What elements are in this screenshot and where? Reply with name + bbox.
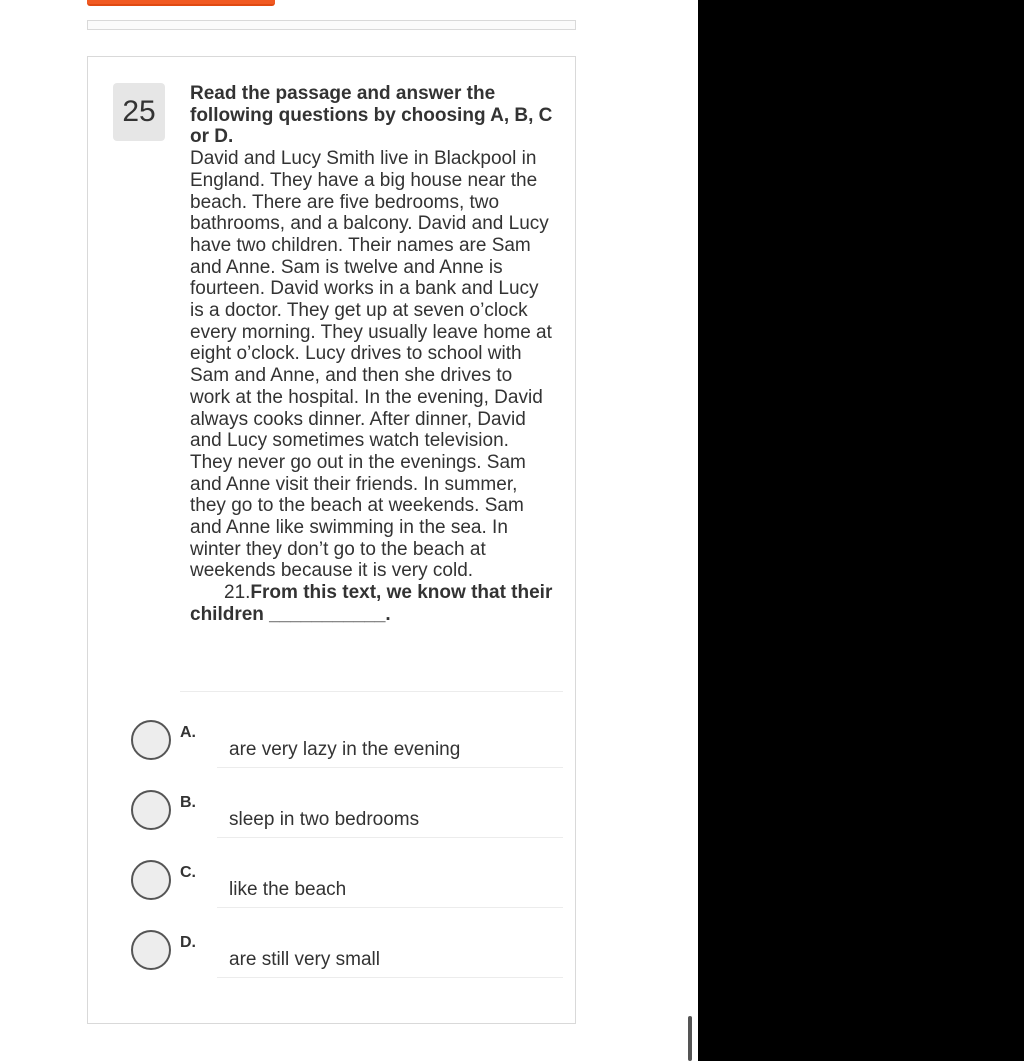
option-b[interactable] (131, 790, 563, 846)
top-divider-bar (87, 20, 576, 30)
question-prompt-text: From this text, we know that their children ___________. (190, 582, 553, 625)
option-underline (217, 767, 563, 768)
question-number-badge: 25 (113, 83, 165, 141)
option-text: are still very small (229, 949, 380, 970)
top-action-button[interactable] (87, 0, 275, 6)
option-underline (217, 907, 563, 908)
scrollbar-thumb[interactable] (688, 1016, 692, 1061)
option-text: are very lazy in the evening (229, 739, 461, 760)
question-card (87, 56, 576, 1024)
question-prompt (190, 582, 555, 625)
option-c[interactable] (131, 860, 563, 916)
question-prompt-number: 21. (224, 582, 251, 604)
options-divider (180, 691, 563, 692)
option-letter: D. (180, 934, 196, 951)
radio-button-a[interactable] (131, 720, 171, 760)
option-a[interactable] (131, 720, 563, 776)
question-passage: David and Lucy Smith live in Blackpool in England. They have a big house near the beach. There are five bedrooms, two bathrooms, and a balcony. David and Lucy have two children. Their names are Sam and Anne. Sam is twelve and Anne is fourteen. David works in a bank and Lucy is a doctor. They get up at seven o’clock every morning. They usually leave home at eight o’clock. Lucy drives to school with Sam and Anne, and then she drives to work at the hospital. In the evening, David always cooks dinner. After dinner, David and Lucy sometimes watch television. They never go out in the evenings. Sam and Anne visit their friends. In summer, they go to the beach at weekends. Sam and Anne like swimming in the sea. In winter they don’t go to the beach at weekends because it is very cold. (190, 148, 552, 582)
radio-button-b[interactable] (131, 790, 171, 830)
option-letter: B. (180, 794, 196, 811)
radio-button-d[interactable] (131, 930, 171, 970)
option-underline (217, 977, 563, 978)
option-d[interactable] (131, 930, 563, 986)
option-letter: C. (180, 864, 196, 881)
option-text: sleep in two bedrooms (229, 809, 420, 830)
option-letter: A. (180, 724, 196, 741)
option-text: like the beach (229, 879, 347, 900)
question-instruction: Read the passage and answer the following questions by choosing A, B, C or D. (190, 83, 553, 148)
option-underline (217, 837, 563, 838)
side-black-panel (698, 0, 1024, 1061)
question-body (190, 83, 555, 626)
radio-button-c[interactable] (131, 860, 171, 900)
